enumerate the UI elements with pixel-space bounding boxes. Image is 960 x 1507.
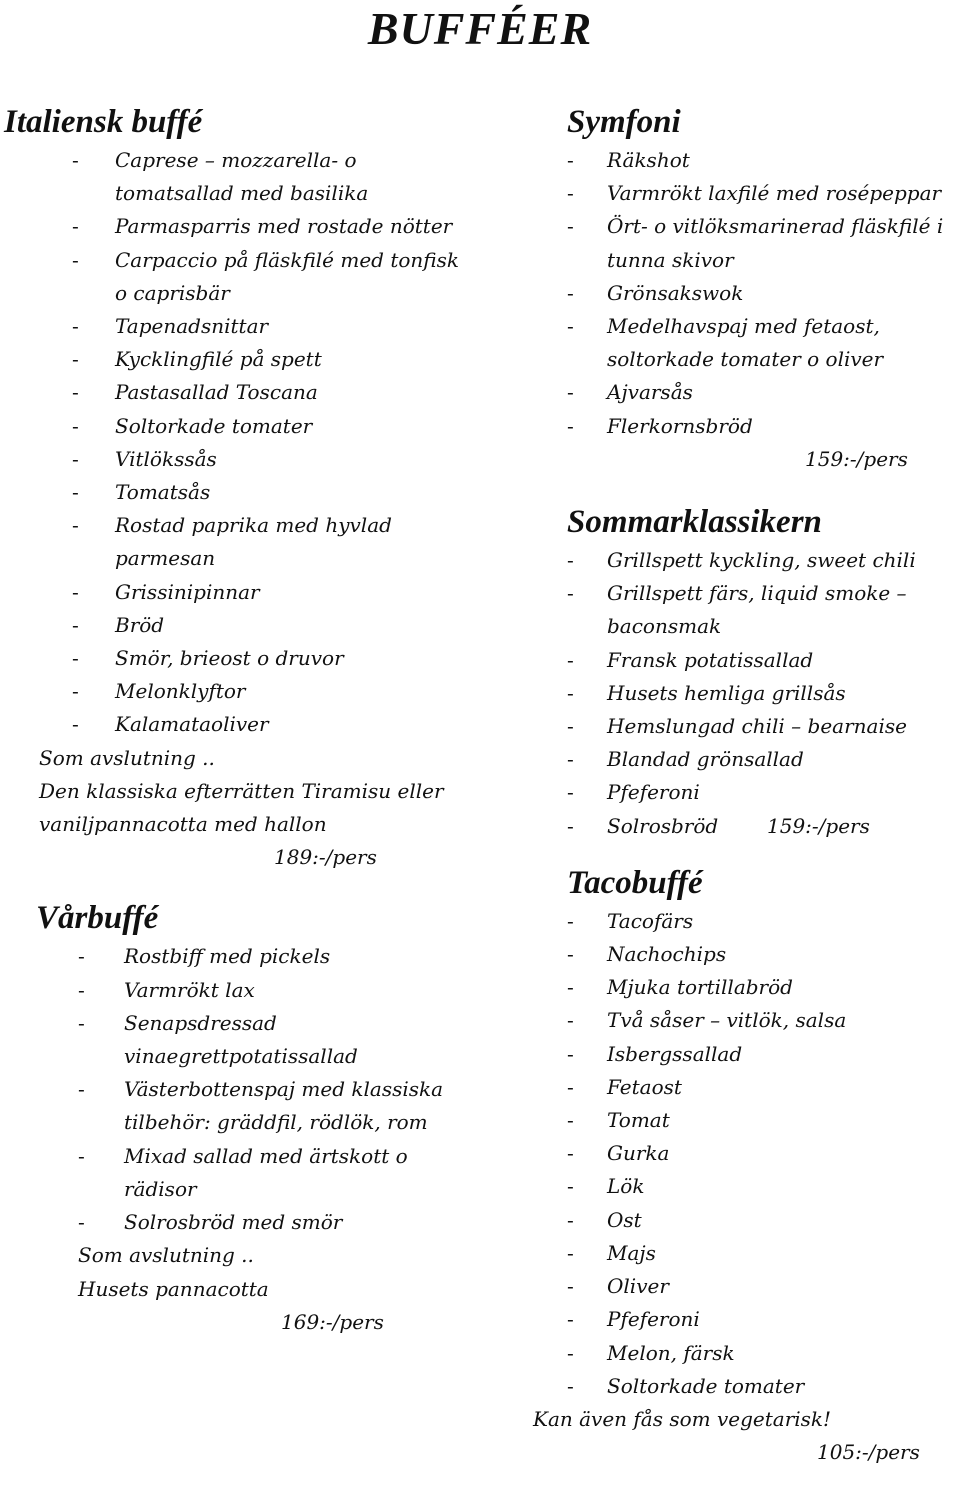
list-item: - Pastasallad Toscana <box>72 376 474 409</box>
list-item: - Hemslungad chili – bearnaise <box>567 710 960 743</box>
list-item <box>567 810 960 843</box>
italiensk-buffe-section <box>4 100 474 874</box>
list-item: - Solrosbröd med smör <box>78 1206 474 1239</box>
list-item: - Ört- o vitlöksmarinerad fläskfilé i tunna skivor <box>567 210 960 276</box>
list-item: - Räkshot <box>567 144 960 177</box>
sommarklassikern-section <box>567 500 960 843</box>
list-item: - Två såser – vitlök, salsa <box>567 1004 960 1037</box>
list-item: - Västerbottenspaj med klassiska tilbehör: gräddfil, rödlök, rom <box>78 1073 474 1139</box>
price: 159:-/pers <box>805 446 908 471</box>
list-item: - Flerkornsbröd <box>567 410 960 443</box>
list-item: - Majs <box>567 1237 960 1270</box>
price: 159:-/pers <box>767 813 870 838</box>
list-item: - Tapenadsnittar <box>72 310 474 343</box>
item-text: Solrosbröd <box>607 813 719 838</box>
list-item: - Grönsakswok <box>567 277 960 310</box>
list-item: - Ajvarsås <box>567 376 960 409</box>
section-heading: Tacobuffé <box>567 864 703 901</box>
list-item: - Nachochips <box>567 938 960 971</box>
list-item: - Pfeferoni <box>567 1303 960 1336</box>
page-title: BUFFÉER <box>367 3 593 54</box>
menu-list <box>567 144 960 443</box>
list-item: - Grillspett färs, liquid smoke – baconsmak <box>567 577 960 643</box>
menu-list <box>567 544 960 843</box>
list-item: - Fransk potatissallad <box>567 644 960 677</box>
list-item: - Melon, färsk <box>567 1337 960 1370</box>
list-item: - Gurka <box>567 1137 960 1170</box>
list-item: - Fetaost <box>567 1071 960 1104</box>
section-heading: Vårbuffé <box>36 900 159 937</box>
list-item: - Caprese – mozzarella- o tomatsallad med basilika <box>72 144 474 210</box>
symfoni-section <box>567 100 960 476</box>
menu-list <box>567 905 960 1403</box>
closing-label: Som avslutning .. <box>39 745 215 770</box>
price: 169:-/pers <box>281 1309 384 1334</box>
list-item: - Tomat <box>567 1104 960 1137</box>
list-item: - Soltorkade tomater <box>567 1370 960 1403</box>
list-item: - Grillspett kyckling, sweet chili <box>567 544 960 577</box>
list-item: - Tacofärs <box>567 905 960 938</box>
list-item: - Varmrökt lax <box>78 974 474 1007</box>
menu-list <box>72 144 474 742</box>
list-item: - Isbergssallad <box>567 1038 960 1071</box>
dessert-text: Husets pannacotta <box>78 1276 269 1301</box>
list-item: - Medelhavspaj med fetaost, soltorkade tomater o oliver <box>567 310 960 376</box>
list-item: - Mixad sallad med ärtskott o rädisor <box>78 1140 474 1206</box>
list-item: - Tomatsås <box>72 476 474 509</box>
list-item: - Rostad paprika med hyvlad parmesan <box>72 509 474 575</box>
left-column <box>4 100 474 1339</box>
price: 105:-/pers <box>817 1440 920 1465</box>
list-item: - Mjuka tortillabröd <box>567 971 960 1004</box>
list-item: - Kycklingfilé på spett <box>72 343 474 376</box>
list-item: - Pfeferoni <box>567 776 960 809</box>
list-item: - Parmasparris med rostade nötter <box>72 210 474 243</box>
vegetarian-note: Kan även fås som vegetarisk! <box>533 1406 832 1431</box>
list-item: - Grissinipinnar <box>72 576 474 609</box>
list-item: - Soltorkade tomater <box>72 410 474 443</box>
closing-label: Som avslutning .. <box>78 1243 254 1268</box>
tacobuffe-section <box>533 861 960 1469</box>
list-item: - Rostbiff med pickels <box>78 940 474 973</box>
list-item: - Vitlökssås <box>72 443 474 476</box>
list-item: - Oliver <box>567 1270 960 1303</box>
list-item: - Lök <box>567 1170 960 1203</box>
list-item: - Smör, brieost o druvor <box>72 642 474 675</box>
list-item: - Varmrökt laxfilé med rosépeppar <box>567 177 960 210</box>
list-item: - Husets hemliga grillsås <box>567 677 960 710</box>
right-column <box>533 100 960 1469</box>
list-item: - Carpaccio på fläskfilé med tonfisk o caprisbär <box>72 244 474 310</box>
list-item: - Ost <box>567 1204 960 1237</box>
list-item: - Kalamataoliver <box>72 708 474 741</box>
menu-list <box>78 940 474 1239</box>
list-item: - Senapsdressad vinaegrettpotatissallad <box>78 1007 474 1073</box>
list-item: - Blandad grönsallad <box>567 743 960 776</box>
section-heading: Symfoni <box>567 104 681 140</box>
list-item: - Melonklyftor <box>72 675 474 708</box>
dessert-text: Den klassiska efterrätten Tiramisu eller vaniljpannacotta med hallon <box>39 778 444 837</box>
price: 189:-/pers <box>274 845 377 870</box>
varbuffe-section <box>36 896 474 1338</box>
list-item: - Bröd <box>72 609 474 642</box>
section-heading: Sommarklassikern <box>567 504 822 541</box>
section-heading: Italiensk buffé <box>4 104 203 140</box>
